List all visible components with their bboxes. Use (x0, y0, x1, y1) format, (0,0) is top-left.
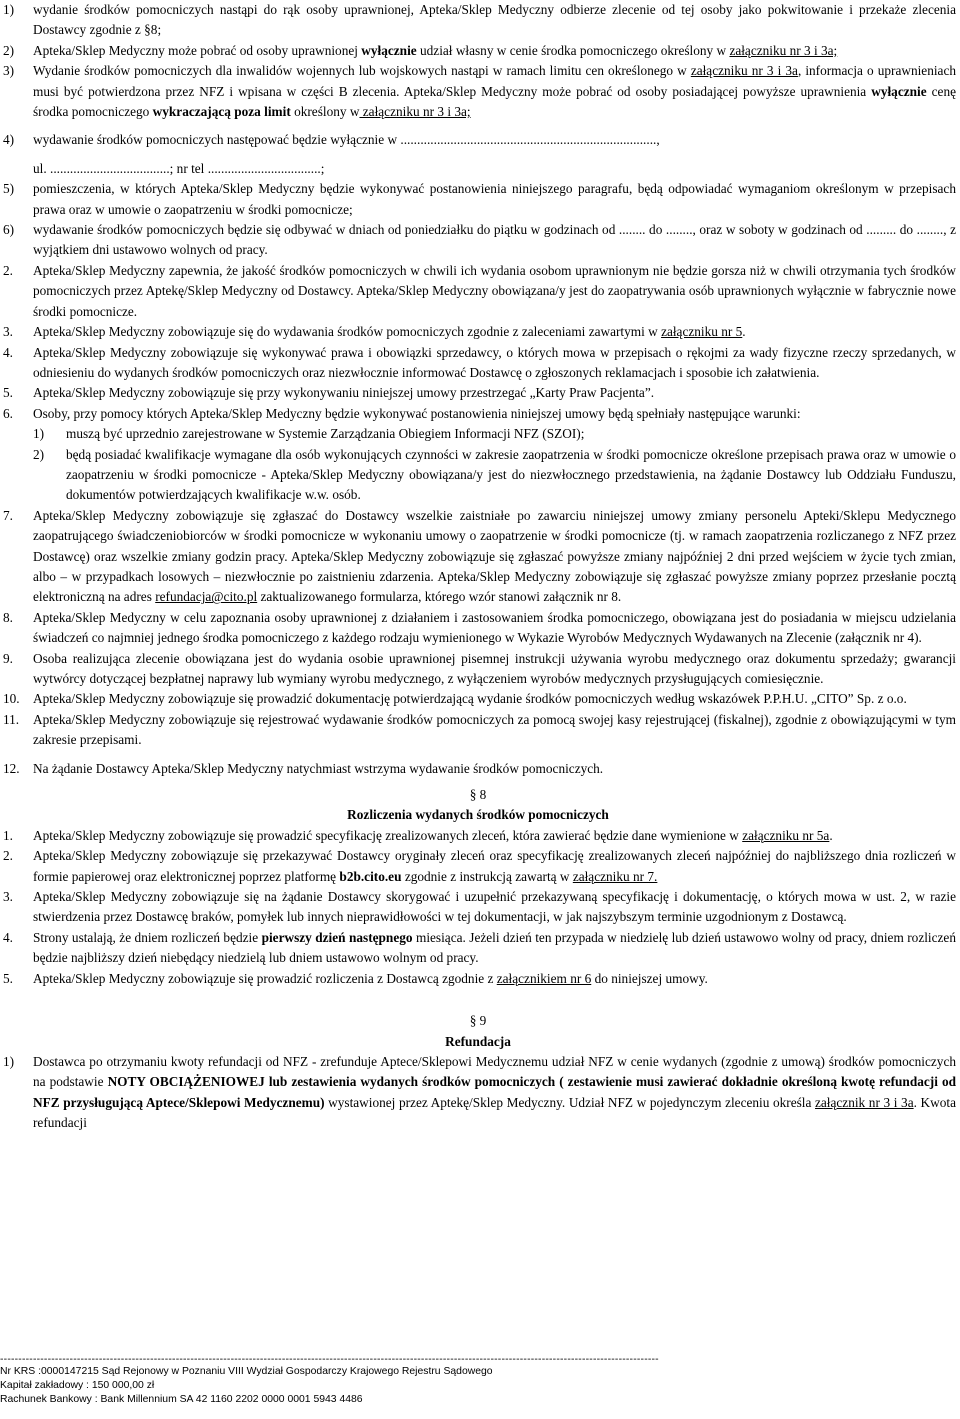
footer-divider: ------------------------------------------------------------------------------------------------------------------------------------------------------------------------------------ (0, 1355, 659, 1365)
paragraph-3: 3. Apteka/Sklep Medyczny zobowiązuje się do wydawania środków pomocniczych zgodnie z zaleceniami zawartymi w załączniku nr 5. (3, 324, 746, 340)
section-8-item-4: 4. Strony ustalają, że dniem rozliczeń będzie pierwszy dzień następnego miesiąca. Jeżeli dzień ten przypada w niedzielę lub dzień ustawowo wolny od pracy, dniem rozliczeń będzie najbliższy dzień niebędący niedzielą lub dniem ustawowo wolnym od pracy. (3, 929, 956, 966)
paragraph-4: 4. Apteka/Sklep Medyczny zobowiązuje się wykonywać prawa i obowiązki sprzedawcy, o których mowa w przepisach o rękojmi za wady fizyczne rzeczy sprzedanych, w odniesieniu do wydanych środków pomocniczych oraz niezwłocznie informować Dostawcę o zgłoszonych reklamacjach i sposobie ich załatwienia. (3, 344, 956, 380)
footer-krs: Nr KRS :0000147215 Sąd Rejonowy w Poznaniu VIII Wydział Gospodarczy Krajowego Rejestru Sądowego (0, 1366, 493, 1377)
paragraph-5: 5. Apteka/Sklep Medyczny zobowiązuje się przy wykonywaniu niniejszej umowy przestrzegać „Karty Praw Pacjenta”. (3, 385, 655, 401)
list-item-3: 3) Wydanie środków pomocniczych dla inwalidów wojennych lub wojskowych nastąpi w ramach limitu cen określonego w załączniku nr 3 i 3a, informacja o uprawnieniach musi być potwierdzona przez NFZ i wpisana w części B zlecenia. Apteka/Sklep Medyczny może pobrać od osoby posiadającej powyższe uprawnienia wyłącznie cenę środka pomocniczego wykraczającą poza limit określony w załączniku nr 3 i 3a; (3, 63, 956, 120)
section-8-item-5: 5. Apteka/Sklep Medyczny zobowiązuje się prowadzić rozliczenia z Dostawcą zgodnie z załącznikiem nr 6 do niniejszej umowy. (3, 970, 708, 986)
paragraph-9: 9. Osoba realizująca zlecenie obowiązana jest do wydania osobie uprawnionej pisemnej instrukcji używania wyrobu medycznego oraz dokumentu sprzedaży; gwarancji wytwórcy dotyczącej bezpłatnej naprawy lub wymiany wyrobu medycznego, z wyłączeniem wyrobów medycznych przysługujących comiesięcznie. (3, 650, 956, 686)
section-8-item-3: 3. Apteka/Sklep Medyczny zobowiązuje się na żądanie Dostawcy skorygować i uzupełnić przekazywaną specyfikację i dokumentację, o których mowa w ust. 2, w razie stwierdzenia przez Dostawcę braków, pomyłek lub innych nieprawidłowości w tej dokumentacji, w jak najszybszym terminie uzgodnionym z Dostawcą. (3, 889, 956, 925)
section-9-item-1: 1) Dostawca po otrzymaniu kwoty refundacji od NFZ - zrefunduje Aptece/Sklepowi Medycznemu udział NFZ w cenie wydanych (zgodnie z umową) środków pomocniczych na podstawie NOTY OBCIĄŻENIOWEJ lub zestawienia wydanych środków pomocniczych ( zestawienie musi zawierać dokładnie określoną kwotę refundacji od NFZ przysługującą Aptece/Sklepowi Medycznemu) wystawionej przez Aptekę/Sklep Medyczny. Udział NFZ w pojedynczym zleceniu określa załącznik nr 3 i 3a. Kwota refundacji (3, 1053, 956, 1131)
paragraph-12: 12. Na żądanie Dostawcy Apteka/Sklep Medyczny natychmiast wstrzyma wydawanie środków pomocniczych. (3, 760, 604, 776)
paragraph-10: 10. Apteka/Sklep Medyczny zobowiązuje się prowadzić dokumentację potwierdzającą wydanie środków pomocniczych według wskazówek P.P.H.U. „CITO” Sp. z o.o. (3, 691, 907, 707)
section-8-item-2: 2. Apteka/Sklep Medyczny zobowiązuje się przekazywać Dostawcy oryginały zleceń oraz specyfikację zrealizowanych zleceń najpóźniej do najbliższego dnia rozliczeń w formie papierowej oraz elektronicznej poprzez platformę b2b.cito.eu zgodnie z instrukcją zawartą w załączniku nr 7. (3, 848, 956, 884)
section-9-title: Refundacja (445, 1033, 511, 1049)
section-8-title: Rozliczenia wydanych środków pomocniczych (347, 807, 609, 823)
footer-capital: Kapitał zakładowy : 150 000,00 zł (0, 1380, 155, 1392)
list-item-4: 4) wydawanie środków pomocniczych następować będzie wyłącznie w ............................................................................., (3, 132, 660, 148)
section-9-number: § 9 (469, 1013, 487, 1029)
paragraph-7: 7. Apteka/Sklep Medyczny zobowiązuje się zgłaszać do Dostawcy wszelkie zaistniałe po zawarciu niniejszej umowy zmiany personelu Apteki/Sklepu Medycznego zaopatrującego świadczeniobiorców w środki pomocnicze w wykonaniu umowy o zaopatrzenie w środki pomocnicze (tj. w ramach zaopatrzenia rozliczanego z NFZ przez Dostawcę) oraz wszelkie zmiany godzin pracy. Apteka/Sklep Medyczny zobowiązuje się zgłaszać powyższe zmiany najpóźniej 2 dni przed wejściem w życie tych zmian, albo – w przypadkach losowych – niezwłocznie po zaistnieniu zdarzenia. Apteka/Sklep Medyczny zobowiązuje się zgłaszać powyższe zmiany poprzez przesłanie pocztą elektroniczną na adres refundacja@cito.pl zaktualizowanego formularza, którego wzór stanowi załącznik nr 8. (3, 507, 956, 605)
list-item-2: 2) Apteka/Sklep Medyczny może pobrać od osoby uprawnionej wyłącznie udział własny w cenie środka pomocniczego określony w załączniku nr 3 i 3a; (3, 42, 838, 58)
platform-link[interactable]: b2b.cito.eu (339, 868, 402, 884)
paragraph-6: 6. Osoby, przy pomocy których Apteka/Sklep Medyczny będzie wykonywać postanowienia niniejszej umowy będą spełniały następujące warunki: (3, 405, 801, 421)
paragraph-6-condition-1: 1) muszą być uprzednio zarejestrowane w Systemie Zarządzania Obiegiem Informacji NFZ (SZOI); (33, 426, 585, 442)
paragraph-11: 11. Apteka/Sklep Medyczny zobowiązuje się rejestrować wydawanie środków pomocniczych za pomocą swojej kasy rejestrującej (fiskalnej), zgodnie z obowiązującymi w tym zakresie przepisami. (3, 711, 956, 748)
list-item-5: 5) pomieszczenia, w których Apteka/Sklep Medyczny będzie wykonywać postanowienia niniejszego paragrafu, będą odpowiadać wymaganiom określonym w przepisach prawa oraz w umowie o zaopatrzeniu w środki pomocnicze; (3, 181, 956, 217)
footer-bank-account: Rachunek Bankowy : Bank Millennium SA 42 1160 2202 0000 0001 5943 4486 (0, 1394, 363, 1406)
paragraph-2: 2. Apteka/Sklep Medyczny zapewnia, że jakość środków pomocniczych w chwili ich wydania osobom uprawnionym nie będzie gorsza niż w chwili otrzymania tych środków pomocniczych przez Aptekę/Sklep Medyczny od Dostawcy. Apteka/Sklep Medyczny obowiązana/y jest do zaopatrywania osób uprawnionych wyłącznie w fabrycznie nowe środki pomocnicze. (3, 262, 956, 319)
list-item-4-address: ul. ....................................; nr tel ..................................; (33, 160, 325, 176)
page-footer (0, 1355, 960, 1408)
section-8-number: § 8 (469, 787, 487, 803)
email-link[interactable]: refundacja@cito.pl (155, 589, 258, 605)
list-item-1: 1) wydanie środków pomocniczych nastąpi do rąk osoby uprawnionej, Apteka/Sklep Medyczny odbierze zlecenie od tej osoby jako pokwitowanie i przekaże zlecenia Dostawcy zgodnie z §8; (3, 2, 956, 38)
paragraph-8: 8. Apteka/Sklep Medyczny w celu zapoznania osoby uprawnionej z działaniem i zastosowaniem środka pomocniczego, obowiązana jest do posiadania w miejscu udzielania świadczeń co najmniej jednego środka pomocniczego z każdego rodzaju wymienionego w Wykazie Wyrobów Medycznych Wydawanych na Zlecenie (załącznik nr 4). (3, 609, 956, 646)
section-8-item-1: 1. Apteka/Sklep Medyczny zobowiązuje się prowadzić specyfikację zrealizowanych zleceń, która zawierać będzie dane wymienione w załączniku nr 5a. (3, 827, 833, 843)
list-item-6: 6) wydawanie środków pomocniczych będzie się odbywać w dniach od poniedziałku do piątku w godzinach od ........ do ........, oraz w soboty w godzinach od ......... do ........, z wyjątkiem dni ustawowo wolnych od pracy. (3, 222, 956, 258)
paragraph-6-condition-2: 2) będą posiadać kwalifikacje wymagane dla osób wykonujących czynności w zakresie zaopatrzenia w środki pomocnicze określone przepisach prawa oraz w umowie o zaopatrzeniu w środki pomocnicze - Apteka/Sklep Medyczny obowiązana/y jest do niezwłocznego przedstawienia, na żądanie Dostawcy lub Oddziału Funduszu, dokumentów potwierdzających kwalifikacje w.w. osób. (33, 446, 956, 503)
attachment-ref: załączniku nr 3 i 3a (690, 63, 798, 79)
